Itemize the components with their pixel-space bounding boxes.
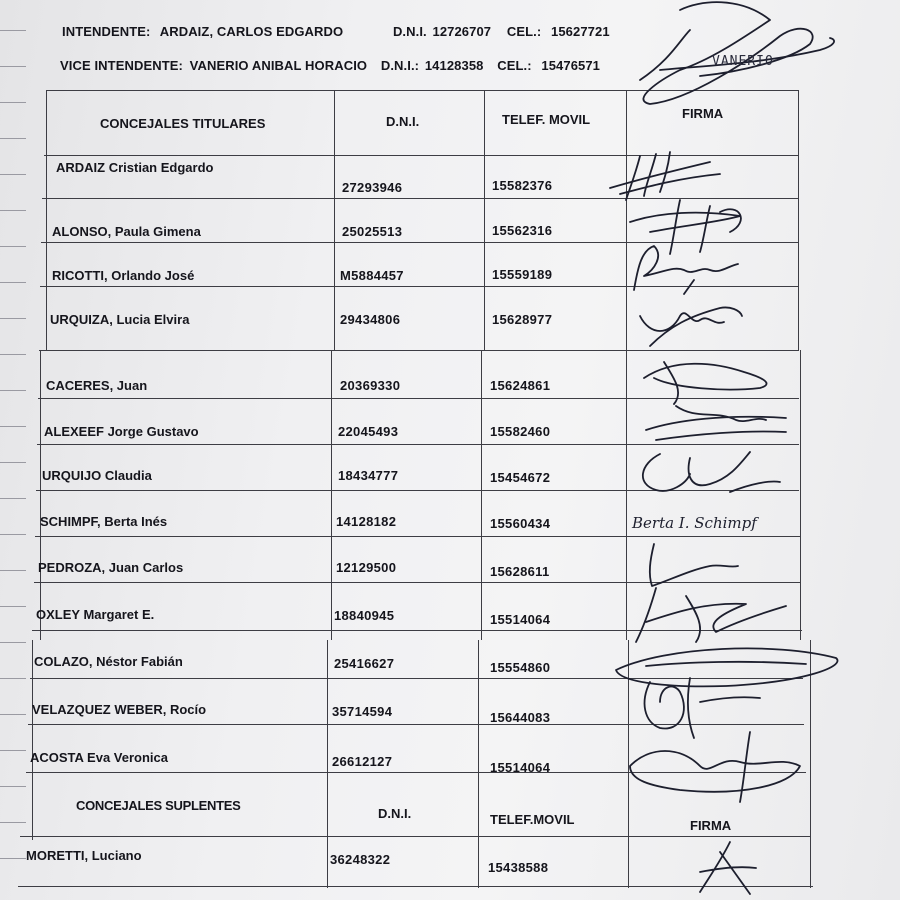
table-row-dni: 22045493: [338, 424, 399, 439]
table-row-name: ACOSTA Eva Veronica: [30, 750, 168, 765]
table-row-phone: 15628977: [492, 312, 553, 327]
table-row-phone: 15628611: [490, 564, 550, 579]
vice-cel: 15476571: [541, 58, 601, 73]
table-row-phone: 15560434: [490, 516, 551, 531]
table-row-name: ALONSO, Paula Gimena: [52, 224, 201, 239]
table-row-phone: 15644083: [490, 710, 551, 725]
table-row-phone: 15582376: [492, 178, 553, 193]
intendente-dni: 12726707: [432, 24, 492, 39]
table-row-phone: 15514064: [490, 612, 551, 627]
table-row-name: COLAZO, Néstor Fabián: [34, 654, 183, 669]
table-row-name: SCHIMPF, Berta Inés: [40, 514, 168, 529]
header-dni: D.N.I.: [386, 114, 420, 129]
table-row-dni: 25025513: [342, 224, 403, 239]
table-row-name: RICOTTI, Orlando José: [52, 268, 195, 283]
table-row-dni: 12129500: [336, 560, 397, 575]
table-row-phone: 15562316: [492, 223, 553, 238]
vice-signature-text: VANERIO: [712, 54, 774, 69]
table-row-name: ARDAIZ Cristian Edgardo: [56, 160, 214, 175]
table-row-phone: 15514064: [490, 760, 551, 775]
table-row-phone: 15559189: [492, 267, 553, 282]
table-row-dni: 35714594: [332, 704, 393, 719]
table-row-name: OXLEY Margaret E.: [36, 607, 155, 622]
intendente-label: INTENDENTE:: [62, 24, 151, 39]
table-row-phone: 15624861: [490, 378, 551, 393]
intendente-dni-label: D.N.I.: [392, 24, 427, 39]
table-row-dni: 18840945: [334, 608, 395, 623]
table-row-dni: 27293946: [342, 180, 403, 195]
vice-label: VICE INTENDENTE:: [60, 58, 183, 73]
table-row-dni: 25416627: [334, 656, 395, 671]
header-suplentes-firma: FIRMA: [690, 818, 732, 833]
vice-name: VANERIO ANIBAL HORACIO: [189, 58, 368, 73]
header-concejales-titulares: CONCEJALES TITULARES: [100, 116, 266, 131]
table-row-name: PEDROZA, Juan Carlos: [38, 560, 184, 575]
table-row-name: URQUIJO Claudia: [42, 468, 152, 483]
table-row-phone: 15454672: [490, 470, 551, 485]
intendente-cel-label: CEL.:: [506, 24, 542, 39]
header-telef-movil: TELEF. MOVIL: [502, 112, 591, 127]
signature-schimpf: Berta I. Schimpf: [632, 514, 757, 532]
header-suplentes-dni: D.N.I.: [378, 806, 412, 821]
table-row-dni: M5884457: [340, 268, 404, 283]
table-row-name: VELAZQUEZ WEBER, Rocío: [32, 702, 207, 717]
header-suplentes-telef-movil: TELEF.MOVIL: [490, 812, 575, 827]
table-row-dni: 26612127: [332, 754, 393, 769]
vice-dni: 14128358: [424, 58, 484, 73]
table-row-name: CACERES, Juan: [46, 378, 148, 393]
table-row-phone: 15438588: [488, 860, 549, 875]
table-row-name: MORETTI, Luciano: [26, 848, 142, 863]
table-row-name: ALEXEEF Jorge Gustavo: [44, 424, 199, 439]
vice-cel-label: CEL.:: [497, 58, 532, 73]
intendente-cel: 15627721: [551, 24, 610, 39]
table-row-phone: 15554860: [490, 660, 551, 675]
table-row-dni: 14128182: [336, 514, 397, 529]
table-row-name: URQUIZA, Lucia Elvira: [50, 312, 190, 327]
intendente-name: ARDAIZ, CARLOS EDGARDO: [159, 24, 344, 39]
header-firma: FIRMA: [682, 106, 724, 121]
table-row-dni: 20369330: [340, 378, 401, 393]
table-row-dni: 29434806: [340, 312, 401, 327]
table-row-dni: 36248322: [330, 852, 391, 867]
table-row-phone: 15582460: [490, 424, 551, 439]
table-row-dni: 18434777: [338, 468, 399, 483]
vice-dni-label: D.N.I.:: [380, 58, 420, 73]
header-concejales-suplentes: CONCEJALES SUPLENTES: [76, 798, 241, 813]
